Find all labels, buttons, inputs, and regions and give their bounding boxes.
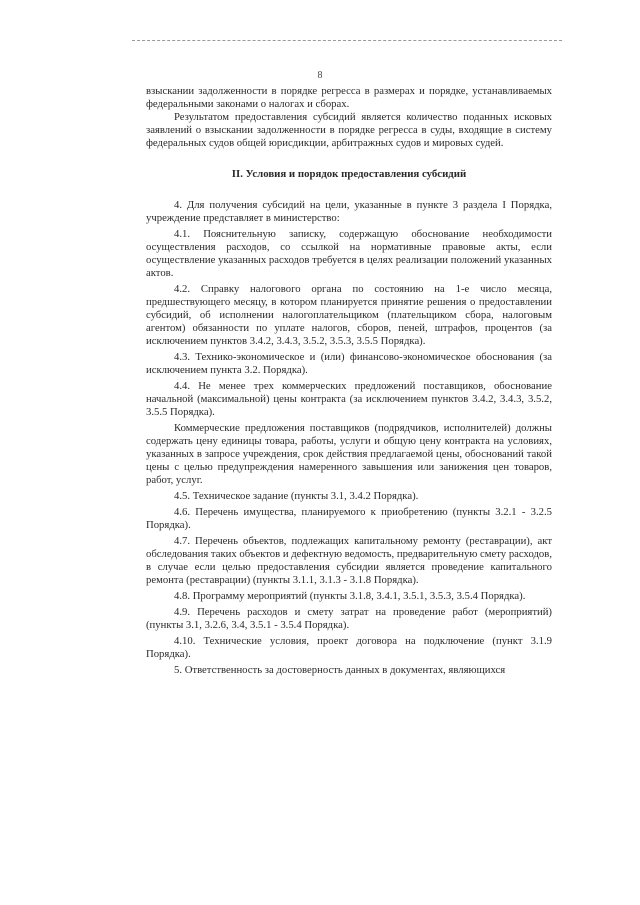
section-title: II. Условия и порядок предоставления субсидий [231,168,467,180]
item-4-10: 4.10. Технические условия, проект договора на подключение (пункт 3.1.9 Порядка). [146,635,552,660]
document-body [146,85,552,677]
item-4-5: 4.5. Техническое задание (пункты 3.1, 3.4.2 Порядка). [174,490,419,502]
paragraph-continuation: взыскании задолженности в порядке регресса в размерах и порядке, устанавливаемых федеральными законами о налогах и сборах. [146,85,552,110]
item-4-3: 4.3. Технико-экономическое и (или) финансово-экономическое обоснования (за исключением пункта 3.2. Порядка). [146,351,552,376]
item-4: 4. Для получения субсидий на цели, указанные в пункте 3 раздела I Порядка, учреждение представляет в министерство: [146,199,552,224]
item-4-6: 4.6. Перечень имущества, планируемого к приобретению (пункты 3.2.1 - 3.2.5 Порядка). [146,506,552,531]
page-number: 8 [317,70,323,81]
scan-top-edge [132,40,562,41]
paragraph-result: Результатом предоставления субсидий является количество поданных исковых заявлений о взыскании задолженности в порядке регресса в суды, входящие в систему федеральных судов общей юрисдикции, арбитражных судов и мировых судей. [146,111,552,149]
item-5: 5. Ответственность за достоверность данных в документах, являющихся [174,664,506,676]
item-4-7: 4.7. Перечень объектов, подлежащих капитальному ремонту (реставрации), акт обследования таких объектов и дефектную ведомость, предварительную смету расходов, в случае если целью предоставления субсидии является проведение капитального ремонта (реставрации) (пункты 3.1.1, 3.1.3 - 3.1.8 Порядка). [146,535,552,586]
item-4-4-note: Коммерческие предложения поставщиков (подрядчиков, исполнителей) должны содержать цену единицы товара, работы, услуги и общую цену контракта на условиях, указанных в запросе учреждения, срок действия предлагаемой цены, обоснований такой цены с целью предупреждения намеренного завышения или занижения цен товаров, работ, услуг. [146,422,552,486]
item-4-1: 4.1. Пояснительную записку, содержащую обоснование необходимости осуществления расходов, со ссылкой на нормативные правовые акты, если осуществление указанных расходов требуется в целях реализации положений указанных актов. [146,228,552,279]
item-4-2: 4.2. Справку налогового органа по состоянию на 1-е число месяца, предшествующего месяцу, в котором планируется принятие решения о предоставлении субсидий, об исполнении налогоплательщиком (плательщиком сбора, налоговым агентом) обязанности по уплате налогов, сборов, пеней, штрафов, процентов (за исключением пунктов 3.4.2, 3.4.3, 3.5.2, 3.5.3, 3.5.5 Порядка). [146,283,552,347]
item-4-9: 4.9. Перечень расходов и смету затрат на проведение работ (мероприятий) (пункты 3.1, 3.2.6, 3.4, 3.5.1 - 3.5.4 Порядка). [146,606,552,631]
item-4-8: 4.8. Программу мероприятий (пункты 3.1.8, 3.4.1, 3.5.1, 3.5.3, 3.5.4 Порядка). [174,590,526,602]
item-4-4: 4.4. Не менее трех коммерческих предложений поставщиков, обоснование начальной (максимальной) цены контракта (за исключением пунктов 3.4.2, 3.4.3, 3.5.2, 3.5.5 Порядка). [146,380,552,418]
